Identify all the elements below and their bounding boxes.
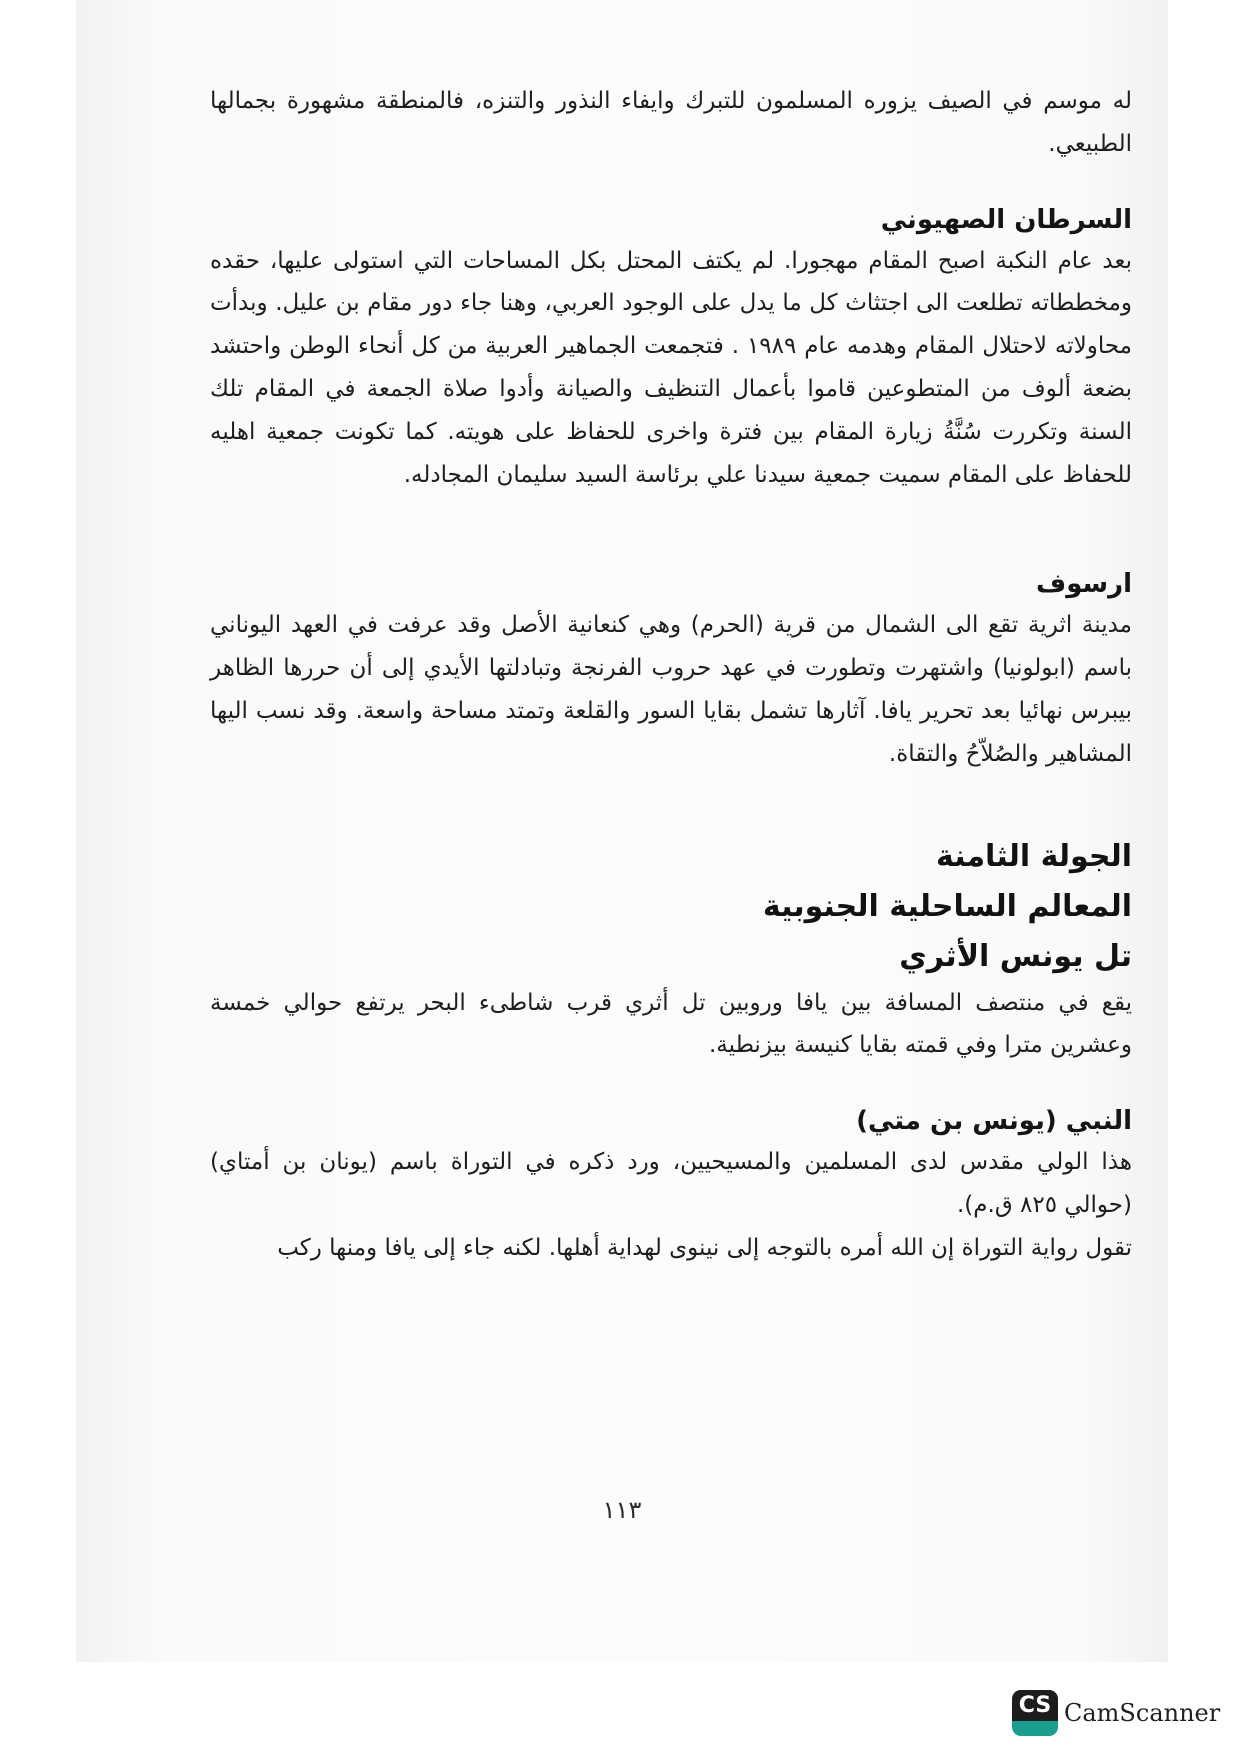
section-body-prophet-yunus-1: هذا الولي مقدس لدى المسلمين والمسيحيين، ورد ذكره في التوراة باسم (يونان بن أمتاي) (حوالي ٨٢٥ ق.م).: [210, 1149, 1132, 1218]
section-body-prophet-yunus-2: تقول رواية التوراة إن الله أمره بالتوجه إلى نينوى لهداية أهلها. لكنه جاء إلى يافا ومنها ركب: [277, 1234, 1132, 1261]
scanned-page: [76, 0, 1168, 1662]
tour-title: الجولة الثامنة: [936, 838, 1132, 874]
page-number: ١١٣: [602, 1496, 642, 1524]
section-body-zionist-cancer: بعد عام النكبة اصبح المقام مهجورا. لم يكتف المحتل بكل المساحات التي استولى عليها، حقده ومخططاته تطلعت الى اجتثاث كل ما يدل على الوجود العربي، وهنا جاء دور مقام بن عليل. وبدأت محاولاته لاحتلال المقام وهدمه عام ١٩٨٩ . فتجمعت الجماهير العربية من كل أنحاء الوطن واحتشد بضعة ألوف من المتطوعين قاموا بأعمال التنظيف والصيانة وأدوا صلاة الجمعة في المقام تلك السنة وتكررت سُنَّةُ زيارة المقام بين فترة واخرى للحفاظ على هويته. كما تكونت جمعية اهليه للحفاظ على المقام سميت جمعية سيدنا علي برئاسة السيد سليمان المجادله.: [210, 247, 1132, 488]
camscanner-watermark: [1012, 1690, 1220, 1736]
section-body-arsuf: مدينة اثرية تقع الى الشمال من قرية (الحرم) وهي كنعانية الأصل وقد عرفت في العهد اليوناني باسم (ابولونيا) واشتهرت وتطورت في عهد حروب الفرنجة وتبادلتها الأيدي إلى أن حررها الظاهر بيبرس نهائيا بعد تحرير يافا. آثارها تشمل بقايا السور والقلعة وتمتد مساحة واسعة. وقد نسب اليها المشاهير والصُلاّحُ والتقاة.: [210, 612, 1132, 767]
intro-paragraph: له موسم في الصيف يزوره المسلمون للتبرك وايفاء النذور والتنزه، فالمنطقة مشهورة بجمالها الطبيعي.: [210, 88, 1132, 157]
section-heading-prophet-yunus: النبي (يونس بن متي): [856, 1106, 1132, 1137]
section-heading-zionist-cancer: السرطان الصهيوني: [880, 204, 1132, 235]
camscanner-logo-text: CS: [1012, 1690, 1058, 1721]
camscanner-logo-icon: [1012, 1690, 1058, 1736]
camscanner-name: CamScanner: [1064, 1699, 1221, 1727]
section-heading-arsuf: ارسوف: [1036, 569, 1132, 600]
site-title-tel-yunis: تل يونس الأثري: [899, 938, 1132, 974]
text-column: [210, 80, 1132, 1270]
site-body-tel-yunis: يقع في منتصف المسافة بين يافا وروبين تل أثري قرب شاطىء البحر يرتفع حوالي خمسة وعشرين مترا وفي قمته بقايا كنيسة بيزنطية.: [210, 989, 1132, 1059]
tour-subtitle: المعالم الساحلية الجنوبية: [762, 888, 1132, 924]
